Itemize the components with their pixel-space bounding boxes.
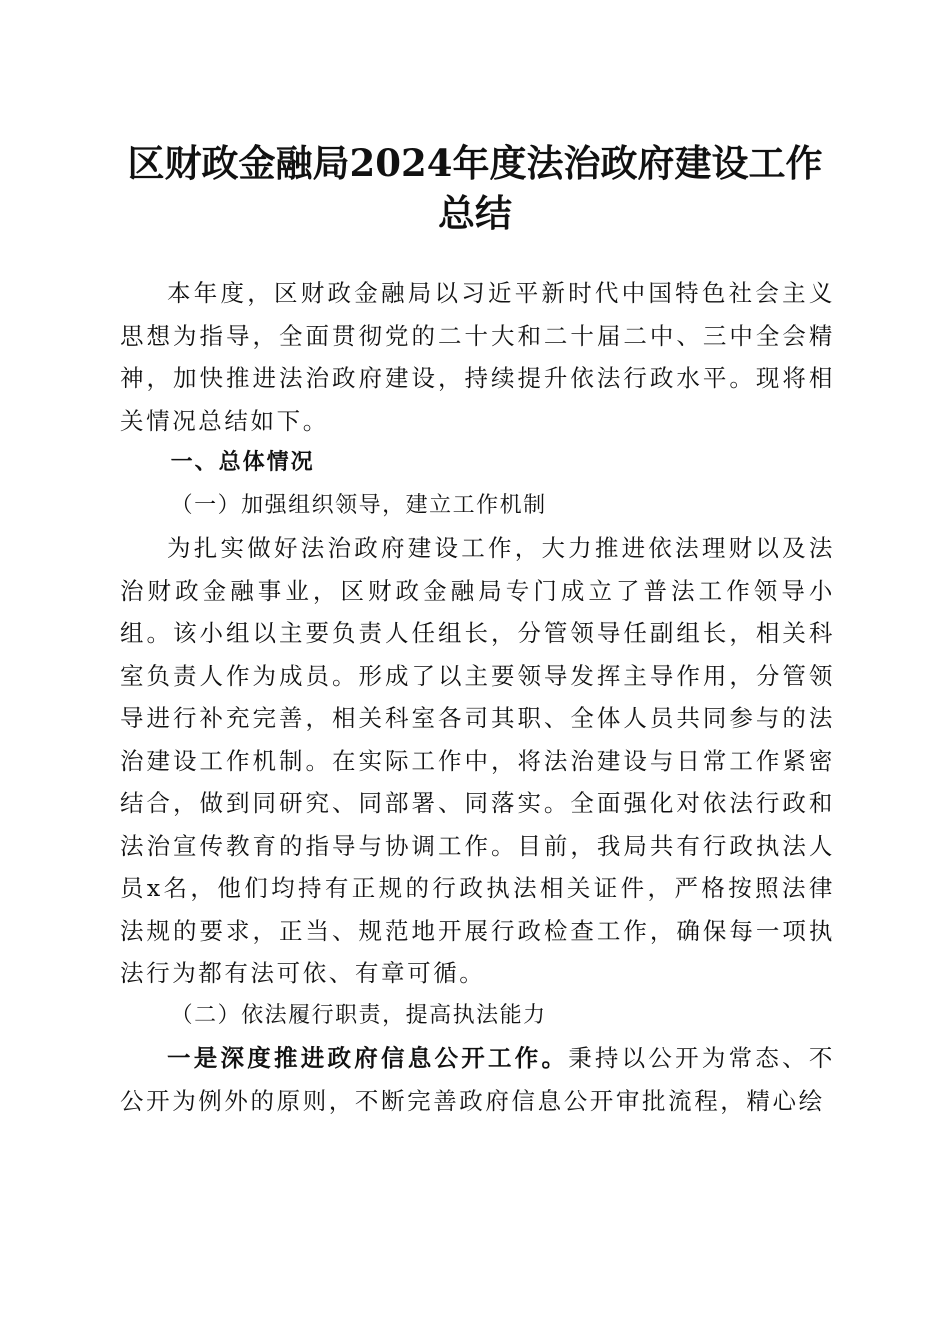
leadership-paragraph: 为扎实做好法治政府建设工作，大力推进依法理财以及法治财政金融事业，区财政金融局专门成立了普法工作领导小组。该小组以主要负责人任组长，分管领导任副组长，相关科室负责人作为成员。形成了以主要领导发挥主导作用，分管领导进行补充完善，相关科室各司其职、全体人员共同参与的法治建设工作机制。在实际工作中，将法治建设与日常工作紧密结合，做到同研究、同部署、同落实。全面强化对依法行政和法治宣传教育的指导与协调工作。目前，我局共有行政执法人员x名，他们均持有正规的行政执法相关证件，严格按照法律法规的要求，正当、规范地开展行政检查工作，确保每一项执法行为都有法可依、有章可循。 (120, 534, 835, 987)
document-body (120, 272, 835, 1122)
subsection-heading-leadership: （一）加强组织领导，建立工作机制 (170, 492, 547, 518)
document-title: 区财政金融局2024年度法治政府建设工作总结 (127, 141, 823, 235)
duties-lead-sentence: 一是深度推进政府信息公开工作。 (167, 1044, 569, 1072)
section-heading-overall: 一、总体情况 (170, 450, 315, 475)
intro-paragraph: 本年度，区财政金融局以习近平新时代中国特色社会主义思想为指导，全面贯彻党的二十大和二十届二中、三中全会精神，加快推进法治政府建设，持续提升依法行政水平。现将相关情况总结如下。 (120, 279, 835, 435)
subsection-heading-duties: （二）依法履行职责，提高执法能力 (170, 1002, 547, 1028)
duties-paragraph (120, 1037, 835, 1122)
duties-body-text: 秉持以公开为常态、不公开为例外的原则，不断完善政府信息公开审批流程，精心绘 (120, 1044, 835, 1115)
